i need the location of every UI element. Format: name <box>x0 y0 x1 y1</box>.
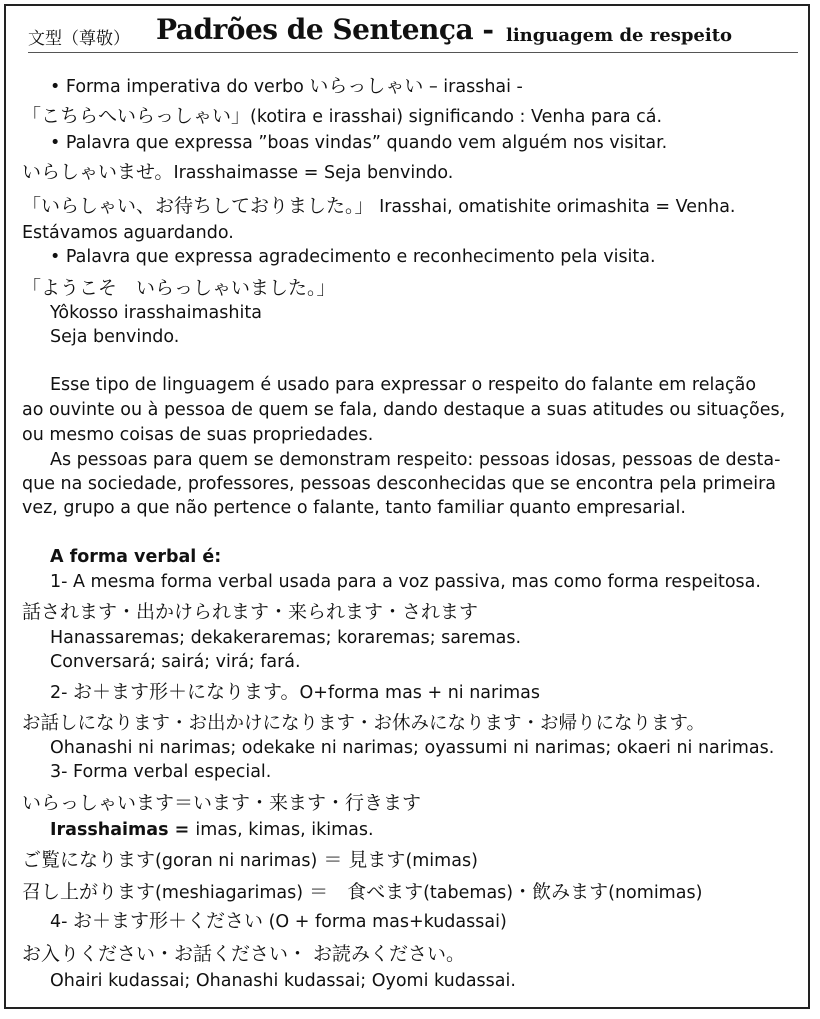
text-segment: Esse tipo de linguagem é usado para expressar o respeito do falante em relação <box>50 375 757 395</box>
text-segment: As pessoas para quem se demonstram respeito: pessoas idosas, pessoas de desta- <box>50 450 781 470</box>
text-line <box>50 737 774 759</box>
bullet-line <box>50 246 656 268</box>
japanese-segment: ＝ 食べます <box>303 881 424 903</box>
text-line <box>22 277 336 300</box>
text-segment: Seja benvindo. <box>50 327 180 347</box>
japanese-segment: 「いらしゃい、お待ちしておりました。」 <box>22 195 374 217</box>
text-line <box>50 326 179 348</box>
text-segment: – irasshai - <box>423 77 523 97</box>
text-segment: • Forma imperativa do verbo <box>50 77 310 97</box>
text-segment: ao ouvinte ou à pessoa de quem se fala, dando destaque a suas atitudes ou situações, <box>22 400 786 420</box>
japanese-segment: ・飲みます <box>513 881 609 903</box>
text-segment: 3- Forma verbal especial. <box>50 762 272 782</box>
text-segment: imas, kimas, ikimas. <box>195 820 374 840</box>
section-heading <box>50 546 221 568</box>
text-line <box>50 651 301 673</box>
text-segment: (tabemas) <box>423 883 514 903</box>
text-segment: Yôkosso irasshaimashita <box>50 303 262 323</box>
paragraph-line <box>50 374 756 396</box>
text-line <box>50 970 516 992</box>
text-segment: O+forma mas + ni narimas <box>299 683 540 703</box>
text-segment: Estávamos aguardando. <box>22 223 234 243</box>
text-segment: (O + forma mas+kudassai) <box>263 912 507 932</box>
paragraph-line <box>22 497 686 519</box>
text-line <box>22 195 736 218</box>
text-segment: Irasshai, omatishite orimashita = Venha. <box>373 197 736 217</box>
text-line <box>22 222 234 244</box>
japanese-segment: お入りください・お話ください・ お読みください。 <box>22 943 466 965</box>
bullet-line <box>50 132 667 154</box>
paragraph-line <box>22 424 373 446</box>
list-item <box>50 681 540 704</box>
list-item <box>50 571 761 593</box>
text-segment: Irasshaimas = <box>50 820 196 840</box>
japanese-segment: お＋ます形＋ください <box>73 910 264 932</box>
text-segment: • Palavra que expressa agradecimento e reconhecimento pela visita. <box>50 247 656 267</box>
japanese-segment: 召し上がります <box>22 881 156 903</box>
text-line <box>50 302 262 324</box>
text-segment: Ohairi kudassai; Ohanashi kudassai; Oyomi kudassai. <box>50 971 516 991</box>
text-segment: 2- <box>50 683 74 703</box>
japanese-segment: ご覧になります <box>22 849 156 871</box>
text-segment: • Palavra que expressa ”boas vindas” quando vem alguém nos visitar. <box>50 133 668 153</box>
text-segment: Irasshaimasse = Seja benvindo. <box>173 163 454 183</box>
japanese-segment: お話しになります・お出かけになります・お休みになります・お帰りになります。 <box>22 713 706 734</box>
japanese-line <box>22 713 705 735</box>
page-subtitle: linguagem de respeito <box>506 25 733 46</box>
paragraph-line <box>50 449 780 471</box>
text-segment: A forma verbal é: <box>50 547 222 567</box>
text-segment: (mimas) <box>405 851 478 871</box>
text-segment: (goran ni narimas) <box>155 851 318 871</box>
japanese-line <box>22 792 421 815</box>
list-item <box>50 761 271 783</box>
page-title: Padrões de Sentença - <box>156 13 494 46</box>
text-line <box>22 105 662 128</box>
text-segment: ou mesmo coisas de suas propriedades. <box>22 425 374 445</box>
japanese-line <box>22 601 478 624</box>
japanese-segment: いらっしゃい <box>309 75 424 97</box>
text-segment: 1- A mesma forma verbal usada para a voz passiva, mas como forma respeitosa. <box>50 572 761 592</box>
paragraph-line <box>22 399 785 421</box>
japanese-segment: 「こちらへいらっしゃい」 <box>22 105 251 127</box>
title-bar <box>28 12 798 53</box>
title-japanese: 文型（尊敬） <box>28 29 130 49</box>
text-segment: (nomimas) <box>608 883 703 903</box>
text-line <box>22 161 453 184</box>
japanese-line <box>22 849 478 872</box>
text-segment: (meshiagarimas) <box>155 883 304 903</box>
japanese-line <box>22 943 465 966</box>
japanese-line <box>22 881 702 904</box>
text-line <box>50 627 521 649</box>
japanese-segment: 「ようこそ いらっしゃいました。」 <box>22 277 336 299</box>
text-segment: 4- <box>50 912 74 932</box>
japanese-segment: いらっしゃいます＝います・来ます・行きます <box>22 792 422 814</box>
japanese-segment: 話されます・出かけられます・来られます・されます <box>22 601 479 623</box>
japanese-segment: ＝ 見ます <box>317 849 406 871</box>
text-segment: (kotira e irasshai) significando : Venha para cá. <box>250 107 663 127</box>
text-segment: Ohanashi ni narimas; odekake ni narimas; oyassumi ni narimas; okaeri ni narimas. <box>50 738 775 758</box>
text-line <box>50 819 374 841</box>
japanese-segment: お＋ます形＋になります。 <box>73 681 300 703</box>
japanese-segment: いらしゃいませ。 <box>22 161 174 183</box>
bullet-line <box>50 75 523 98</box>
text-segment: Conversará; sairá; virá; fará. <box>50 652 301 672</box>
paragraph-line <box>22 473 776 495</box>
list-item <box>50 910 507 933</box>
text-segment: que na sociedade, professores, pessoas desconhecidas que se encontra pela primeira <box>22 474 776 494</box>
text-segment: Hanassaremas; dekakeraremas; koraremas; saremas. <box>50 628 522 648</box>
text-segment: vez, grupo a que não pertence o falante, tanto familiar quanto empresarial. <box>22 498 686 518</box>
